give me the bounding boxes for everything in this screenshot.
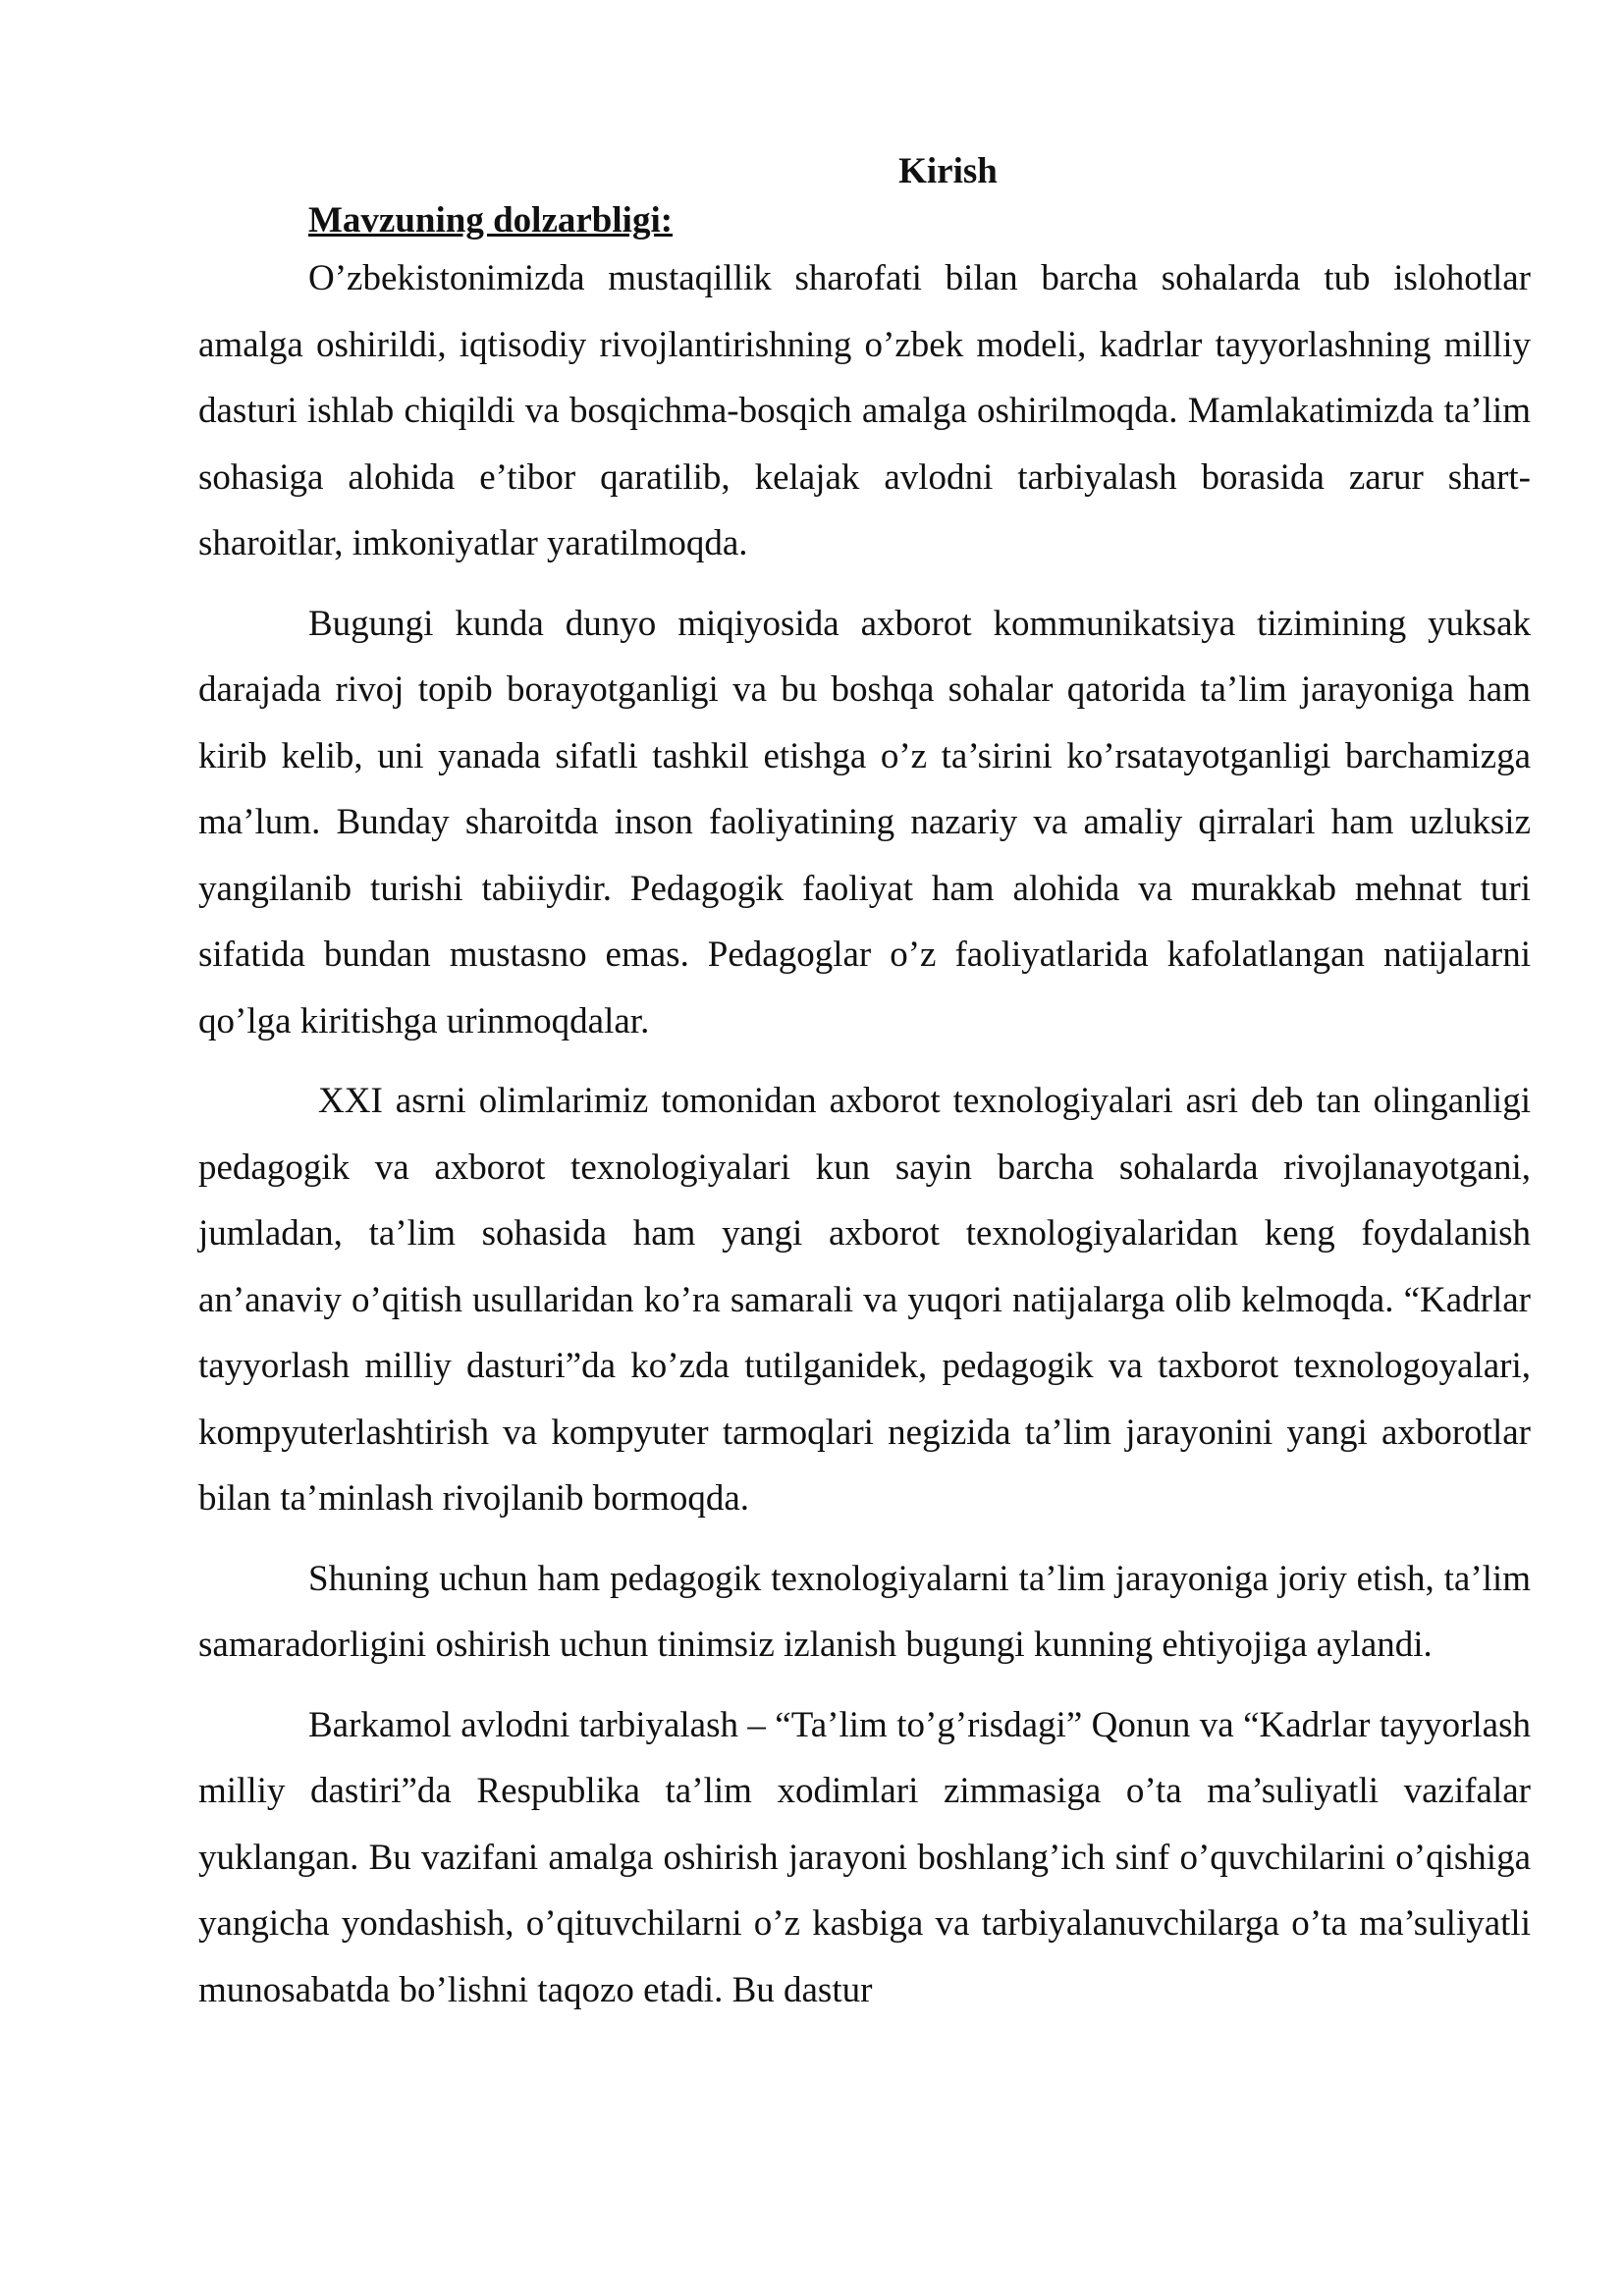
document-body bbox=[198, 147, 1531, 2023]
paragraph-2: Bugungi kunda dunyo miqiyosida axborot kommunikatsiya tizimining yuksak darajada rivoj topib borayotganligi va bu boshqa sohalar qatorida ta’lim jarayoniga ham kirib kelib, uni yanada sifatli tashkil etishga o’z ta’sirini ko’rsatayotganligi barchamizga ma’lum. Bunday sharoitda inson faoliyatining nazariy va amaliy qirralari ham uzluksiz yangilanib turishi tabiiydir. Pedagogik faoliyat ham alohida va murakkab mehnat turi sifatida bundan mustasno emas. Pedagoglar o’z faoliyatlarida kafolatlangan natijalarni qo’lga kiritishga urinmoqdalar. bbox=[198, 603, 1531, 1041]
page-title: Kirish bbox=[898, 151, 998, 191]
paragraph-5: Barkamol avlodni tarbiyalash – “Ta’lim to’g’risdagi” Qonun va “Kadrlar tayyorlash milliy dastiri”da Respublika ta’lim xodimlari zimmasiga o’ta ma’suliyatli vazifalar yuklangan. Bu vazifani amalga oshirish jarayoni boshlang’ich sinf o’quvchilarini o’qishiga yangicha yondashish, o’qituvchilarni o’z kasbiga va tarbiyalanuvchilarga o’ta ma’suliyatli munosabatda bo’lishni taqozo etadi. Bu dastur bbox=[198, 1704, 1531, 2010]
paragraph-3: XXI asrni olimlarimiz tomonidan axborot texnologiyalari asri deb tan olinganligi pedagogik va axborot texnologiyalari kun sayin barcha sohalarda rivojlanayotgani, jumladan, ta’lim sohasida ham yangi axborot texnologiyalaridan keng foydalanish an’anaviy o’qitish usullaridan ko’ra samarali va yuqori natijalarga olib kelmoqda. “Kadrlar tayyorlash milliy dasturi”da ko’zda tutilganidek, pedagogik va taxborot texnologoyalari, kompyuterlashtirish va kompyuter tarmoqlari negizida ta’lim jarayonini yangi axborotlar bilan ta’minlash rivojlanib bormoqda. bbox=[198, 1081, 1531, 1519]
paragraph-4: Shuning uchun ham pedagogik texnologiyalarni ta’lim jarayoniga joriy etish, ta’lim samaradorligini oshirish uchun tinimsiz izlanish bugungi kunning ehtiyojiga aylandi. bbox=[198, 1558, 1531, 1665]
section-heading: Mavzuning dolzarbligi: bbox=[308, 200, 674, 240]
paragraph-1: O’zbekistonimizda mustaqillik sharofati bilan barcha sohalarda tub islohotlar amalga oshirildi, iqtisodiy rivojlantirishning o’zbek modeli, kadrlar tayyorlashning milliy dasturi ishlab chiqildi va bosqichma-bosqich amalga oshirilmoqda. Mamlakatimizda ta’lim sohasiga alohida e’tibor qaratilib, kelajak avlodni tarbiyalash borasida zarur shart-sharoitlar, imkoniyatlar yaratilmoqda. bbox=[198, 258, 1531, 563]
